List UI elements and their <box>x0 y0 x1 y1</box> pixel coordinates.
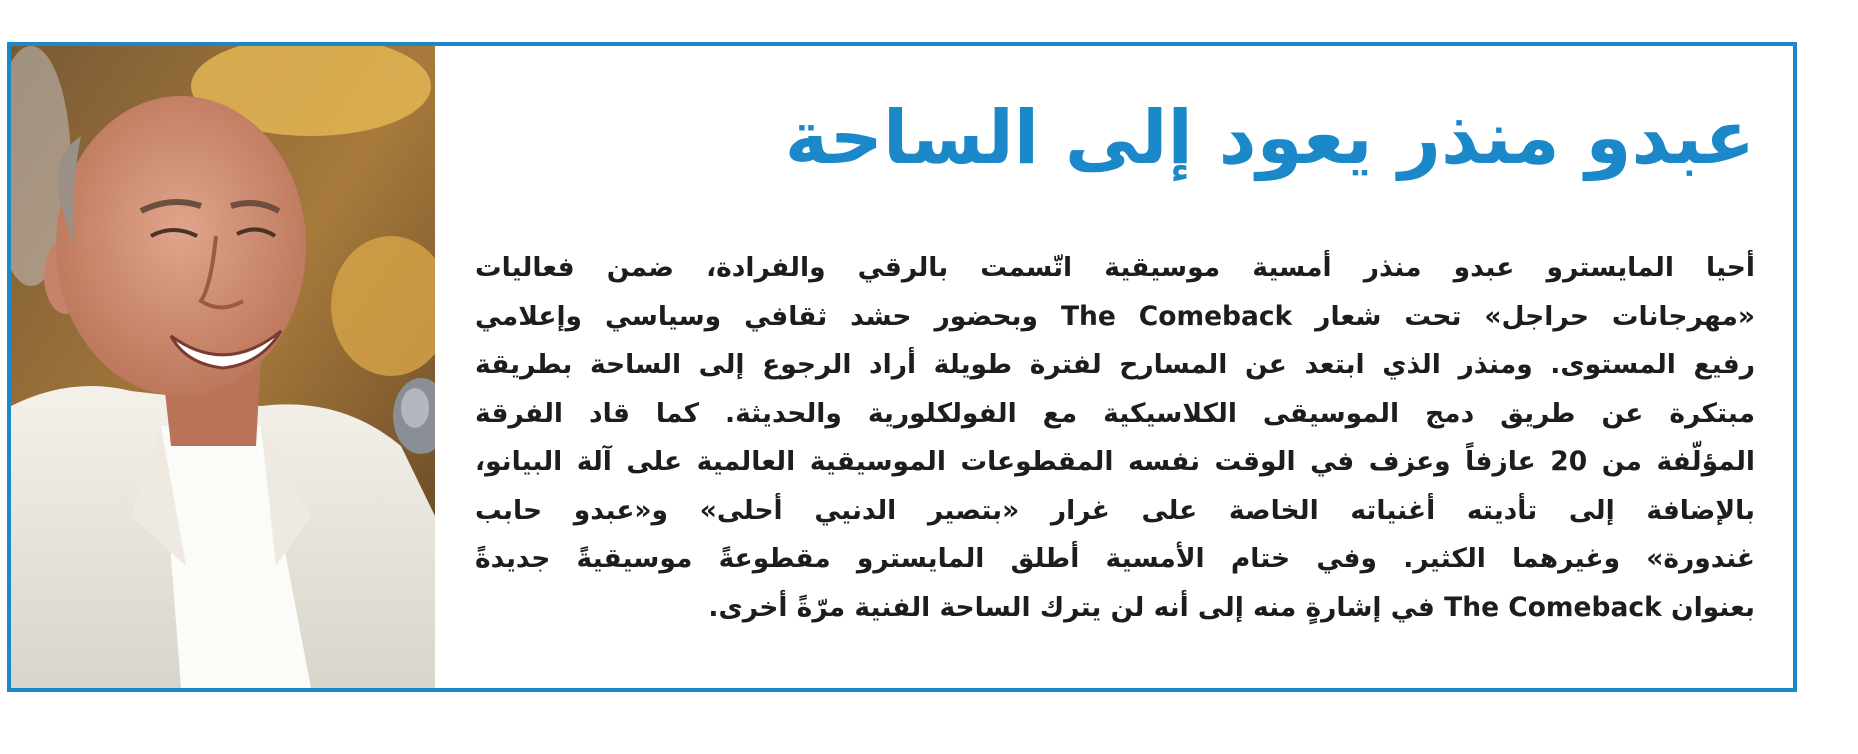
headline: عبدو منذر يعود إلى الساحة <box>784 95 1755 181</box>
body-line: غندورة» وغيرهما الكثير. وفي ختام الأمسية أطلق المايسترو مقطوعةً موسيقيةً جديدةً <box>475 543 1755 574</box>
body-line: رفيع المستوى. ومنذر الذي ابتعد عن المسارح لفترة طويلة أراد الرجوع إلى الساحة بطريقة <box>475 349 1755 380</box>
body-line: أحيا المايسترو عبدو منذر أمسية موسيقية اتّسمت بالرقي والفرادة، ضمن فعاليات <box>475 252 1755 283</box>
body-line: مبتكرة عن طريق دمج الموسيقى الكلاسيكية مع الفولكلورية والحديثة. كما قاد الفرقة <box>475 397 1755 429</box>
portrait-photo <box>11 46 435 688</box>
body-line: بعنوان The Comeback في إشارةٍ منه إلى أنه لن يترك الساحة الفنية مرّةً أخرى. <box>708 591 1755 623</box>
article-body <box>475 244 1755 632</box>
body-line: المؤلّفة من 20 عازفاً وعزف في الوقت نفسه المقطوعات الموسيقية العالمية على آلة البيانو، <box>475 446 1755 477</box>
body-line: «مهرجانات حراجل» تحت شعار The Comeback وبحضور حشد ثقافي وسياسي وإعلامي <box>475 300 1755 332</box>
article-box <box>7 42 1797 692</box>
body-line: بالإضافة إلى تأديته أغنياته الخاصة على غرار «بتصير الدنيي أحلى» و«عبدو حابب <box>475 494 1755 526</box>
